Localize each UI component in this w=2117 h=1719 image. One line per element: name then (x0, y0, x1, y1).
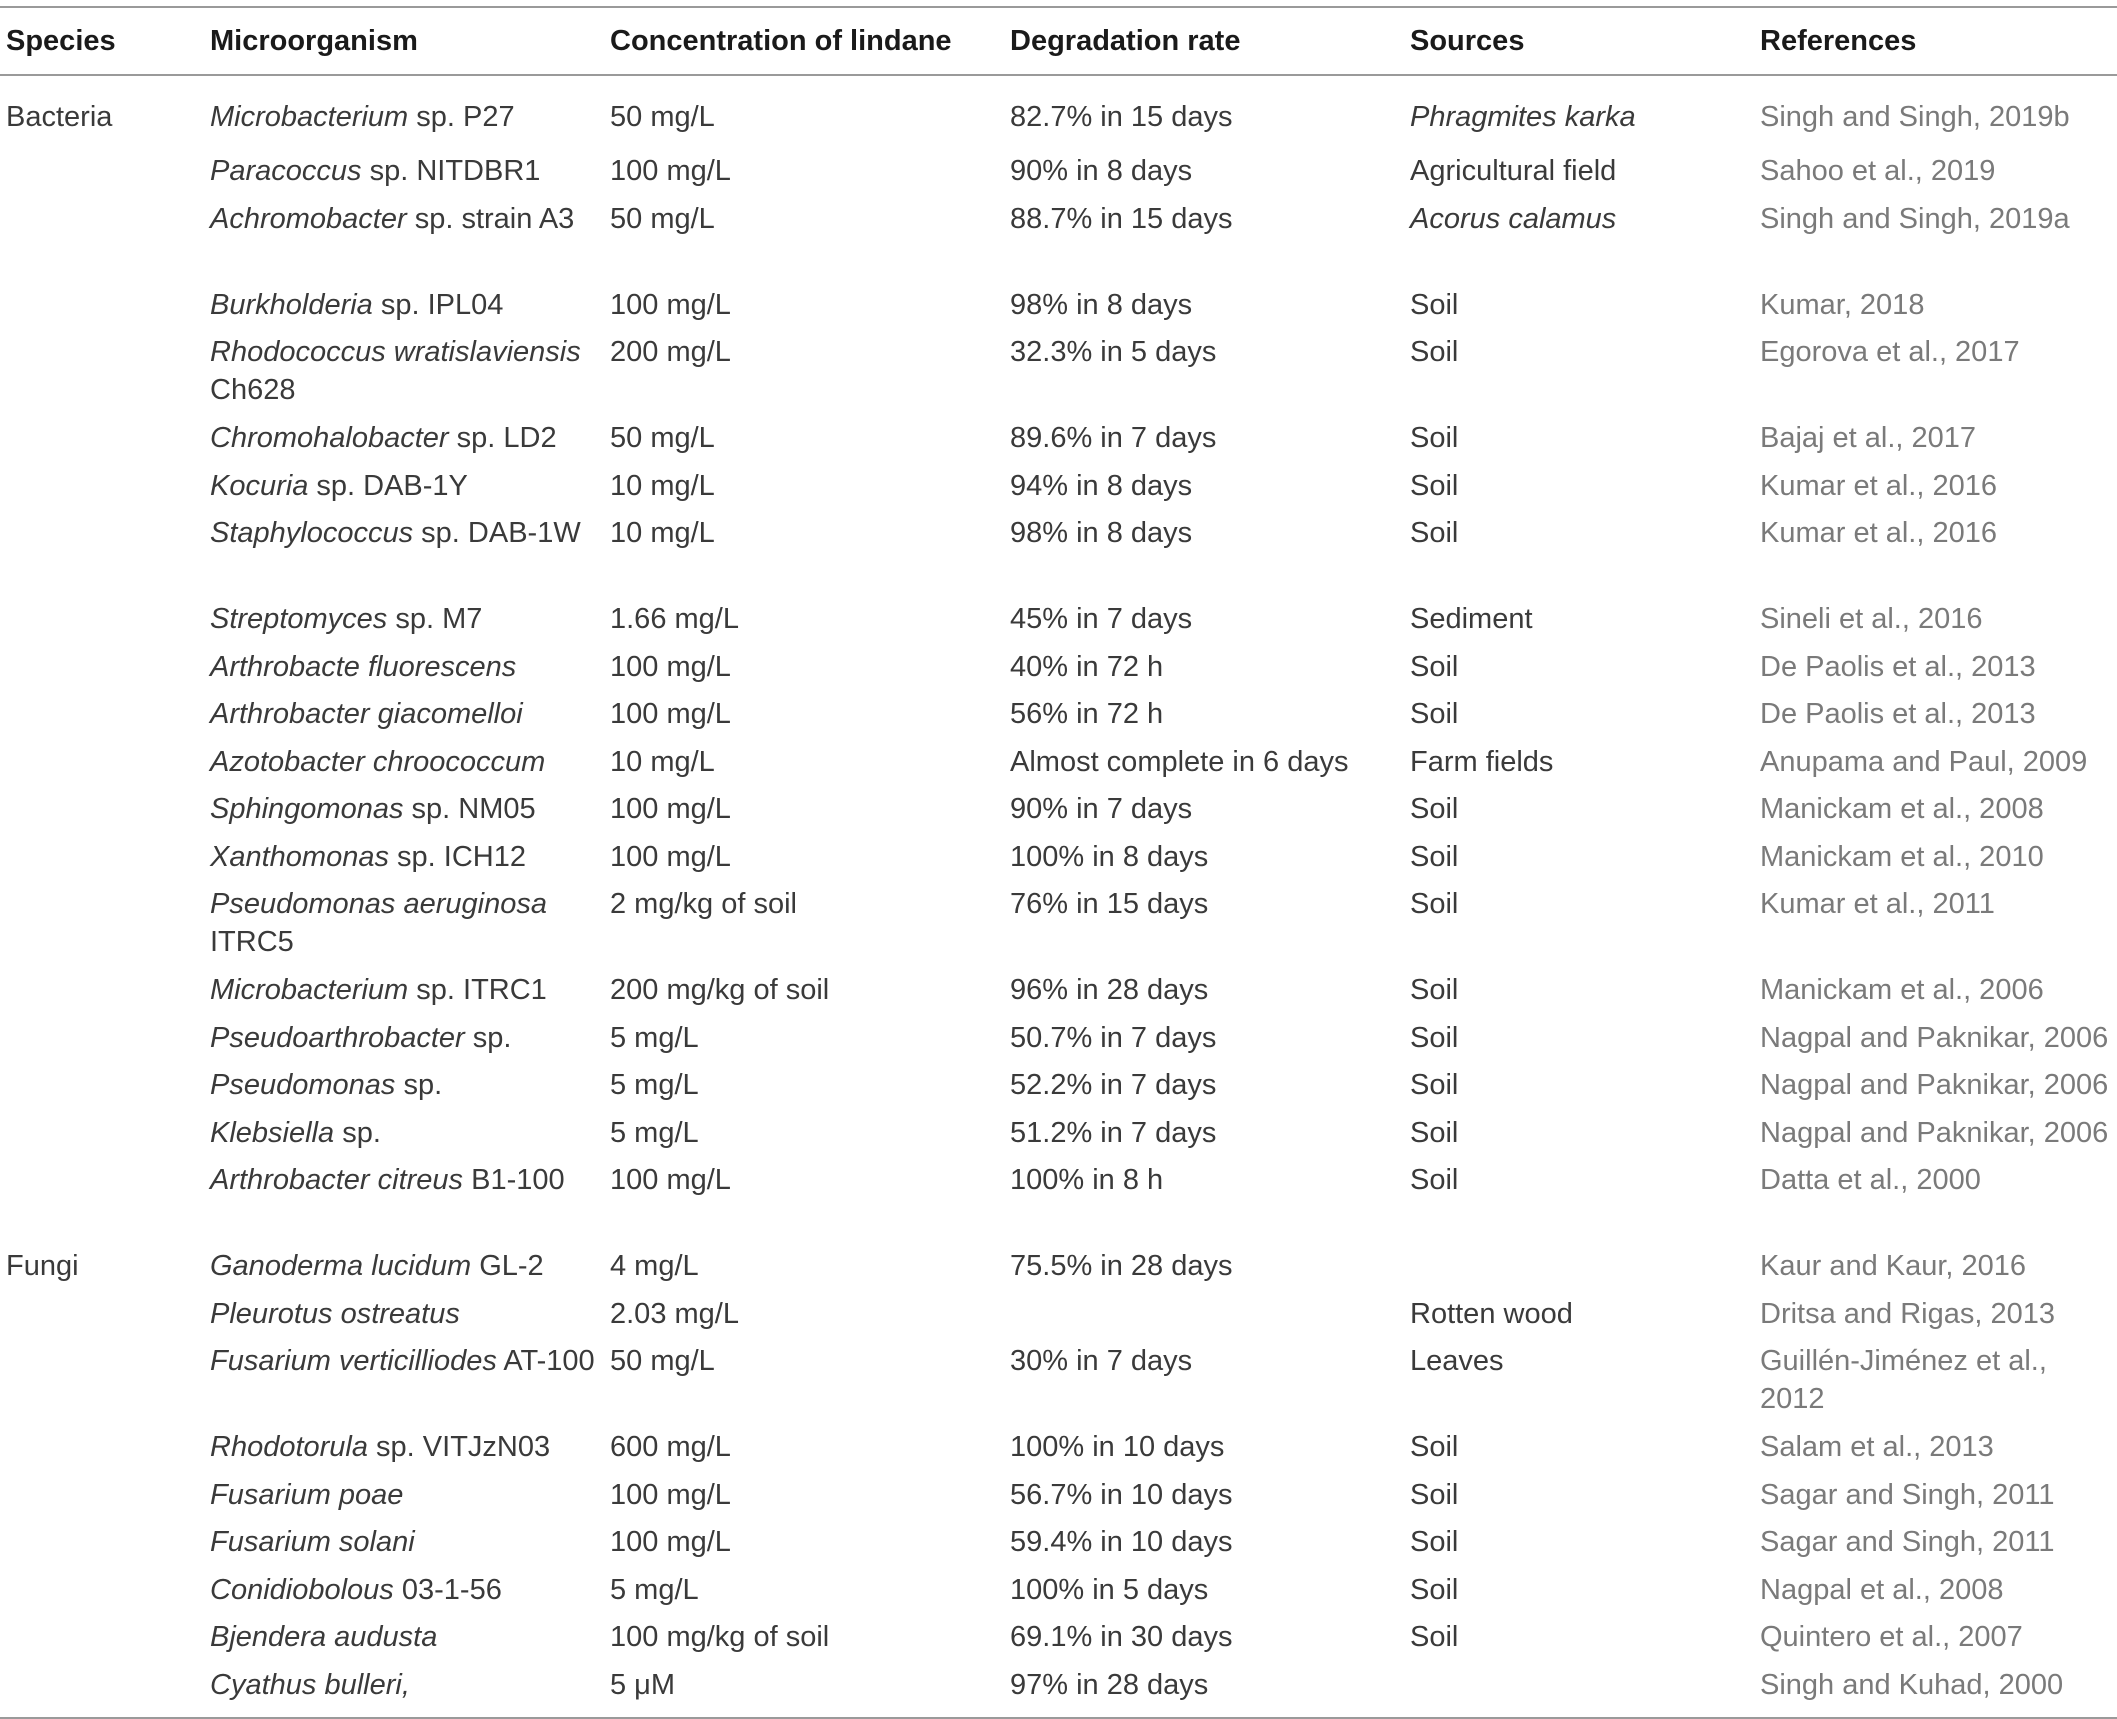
table-row (0, 1468, 2117, 1516)
table-row (0, 1610, 2117, 1658)
microorganism-genus: Ganoderma lucidum (210, 1250, 472, 1282)
microorganism-genus: Burkholderia (210, 288, 373, 321)
microorganism-genus: Streptomyces (210, 603, 388, 635)
microorganism-genus: Klebsiella (210, 1116, 335, 1149)
cell-reference: De Paolis et al., 2013 (1760, 698, 2036, 730)
cell-species: Bacteria (6, 101, 113, 133)
microorganism-genus: Arthrobacter giacomelloi (210, 698, 523, 730)
cell-species (0, 1468, 204, 1516)
cell-concentration: 100 mg/L (610, 793, 731, 825)
cell-species (0, 1011, 204, 1059)
table-row (0, 1658, 2117, 1718)
cell-microorganism (204, 1515, 604, 1563)
microorganism-strain: sp. LD2 (448, 422, 557, 454)
cell-degradation-rate: 45% in 7 days (1010, 603, 1193, 635)
cell-concentration: 10 mg/L (610, 469, 715, 502)
cell-source: Soil (1410, 840, 1459, 873)
cell-microorganism (204, 640, 604, 688)
cell-degradation-rate: 51.2% in 7 days (1010, 1116, 1217, 1149)
cell-species (0, 325, 204, 411)
cell-reference: Nagpal and Paknikar, 2006 (1760, 1116, 2109, 1149)
table-row (0, 592, 2117, 640)
microorganism-genus: Microbacterium (210, 974, 409, 1006)
cell-concentration: 2.03 mg/L (610, 1297, 739, 1330)
cell-source: Soil (1410, 1621, 1459, 1653)
cell-degradation-rate: 94% in 8 days (1010, 469, 1193, 502)
cell-source (1404, 1239, 1754, 1287)
header-concentration: Concentration of lindane (604, 7, 1004, 75)
cell-concentration: 50 mg/L (610, 422, 715, 454)
microorganism-strain: sp. NM05 (403, 793, 536, 825)
cell-source: Soil (1410, 888, 1459, 920)
table-row (0, 830, 2117, 878)
microorganism-genus: Conidiobolous (210, 1573, 394, 1606)
table-row (0, 144, 2117, 192)
cell-species: Fungi (6, 1250, 79, 1282)
microorganism-genus: Fusarium poae (210, 1478, 404, 1511)
cell-concentration: 1.66 mg/L (610, 603, 739, 635)
cell-species (0, 144, 204, 192)
cell-microorganism (204, 1106, 604, 1154)
header-microorganism: Microorganism (204, 7, 604, 75)
cell-microorganism (204, 830, 604, 878)
cell-reference: Singh and Singh, 2019b (1760, 101, 2070, 133)
microorganism-genus: Arthrobacte fluorescens (210, 650, 517, 683)
cell-degradation-rate: 50.7% in 7 days (1010, 1021, 1217, 1054)
header-sources: Sources (1404, 7, 1754, 75)
microorganism-genus: Bjendera audusta (210, 1621, 438, 1653)
cell-source: Soil (1410, 1021, 1459, 1054)
cell-concentration: 10 mg/L (610, 745, 715, 778)
table-row (0, 506, 2117, 592)
microorganism-genus: Azotobacter chroococcum (210, 745, 546, 778)
cell-microorganism (204, 1563, 604, 1611)
cell-concentration: 50 mg/L (610, 101, 715, 133)
cell-source: Soil (1410, 422, 1459, 454)
cell-reference: Kumar, 2018 (1760, 288, 1925, 321)
cell-reference: Nagpal et al., 2008 (1760, 1573, 2004, 1606)
header-degradation-rate: Degradation rate (1004, 7, 1404, 75)
cell-species (0, 963, 204, 1011)
cell-microorganism (204, 1058, 604, 1106)
cell-microorganism (204, 506, 604, 592)
microorganism-genus: Xanthomonas (210, 840, 389, 873)
cell-microorganism (204, 592, 604, 640)
cell-concentration: 50 mg/L (610, 1345, 715, 1377)
cell-microorganism (204, 877, 604, 963)
cell-degradation-rate: 56% in 72 h (1010, 698, 1164, 730)
microorganism-strain: sp. M7 (387, 603, 483, 635)
cell-concentration: 10 mg/L (610, 517, 715, 549)
table-row (0, 735, 2117, 783)
cell-source: Sediment (1410, 603, 1533, 635)
cell-microorganism (204, 144, 604, 192)
microorganism-genus: Chromohalobacter (210, 422, 449, 454)
cell-species (0, 1610, 204, 1658)
cell-reference: Kumar et al., 2011 (1760, 888, 1995, 920)
table-row (0, 1334, 2117, 1420)
cell-concentration: 5 μM (604, 1658, 1004, 1718)
cell-degradation-rate: 56.7% in 10 days (1010, 1478, 1233, 1511)
cell-species (0, 506, 204, 592)
table-row (0, 1239, 2117, 1287)
table-row (0, 459, 2117, 507)
cell-source: Soil (1410, 1116, 1459, 1149)
cell-microorganism (204, 325, 604, 411)
cell-degradation-rate: 98% in 8 days (1010, 517, 1193, 549)
table-row (0, 192, 2117, 278)
cell-reference: Singh and Kuhad, 2000 (1754, 1658, 2117, 1718)
microorganism-genus: Sphingomonas (210, 793, 404, 825)
microorganism-strain: sp. (395, 1069, 443, 1101)
microorganism-strain: sp. DAB-1Y (308, 469, 468, 502)
cell-reference: Quintero et al., 2007 (1760, 1621, 2023, 1653)
cell-reference: Salam et al., 2013 (1760, 1431, 1994, 1463)
cell-concentration: 100 mg/L (610, 155, 731, 187)
cell-reference: Manickam et al., 2010 (1760, 840, 2044, 873)
cell-microorganism (204, 1287, 604, 1335)
cell-reference: Sahoo et al., 2019 (1760, 155, 1996, 187)
cell-reference: Manickam et al., 2008 (1760, 793, 2044, 825)
cell-concentration: 50 mg/L (610, 202, 715, 235)
microorganism-genus: Kocuria (210, 469, 309, 502)
table-header (0, 7, 2117, 75)
microorganism-strain: sp. P27 (408, 101, 515, 133)
microorganism-genus: Fusarium verticilliodes (210, 1345, 497, 1377)
cell-microorganism (204, 1011, 604, 1059)
cell-source: Soil (1410, 1573, 1459, 1606)
cell-microorganism (204, 1153, 604, 1239)
cell-source: Rotten wood (1410, 1297, 1573, 1330)
cell-species (0, 592, 204, 640)
microorganism-strain: sp. ICH12 (388, 840, 526, 873)
microorganism-genus: Pleurotus ostreatus (210, 1297, 460, 1330)
cell-species (0, 877, 204, 963)
microorganism-strain: B1-100 (463, 1164, 565, 1196)
cell-microorganism (204, 459, 604, 507)
cell-species (0, 1287, 204, 1335)
cell-degradation-rate: 90% in 7 days (1010, 793, 1193, 825)
cell-degradation-rate: 32.3% in 5 days (1010, 336, 1217, 368)
header-row (0, 7, 2117, 75)
cell-degradation-rate: 100% in 8 h (1010, 1164, 1164, 1196)
table-row (0, 411, 2117, 459)
cell-degradation-rate: 89.6% in 7 days (1010, 422, 1217, 454)
table-row (0, 1153, 2117, 1239)
cell-microorganism (204, 1420, 604, 1468)
microorganism-genus: Rhodococcus wratislaviensis (210, 336, 581, 368)
table-body (0, 75, 2117, 1718)
cell-concentration: 100 mg/L (610, 840, 731, 873)
table-row (0, 1287, 2117, 1335)
table-row (0, 782, 2117, 830)
cell-source: Soil (1410, 1164, 1459, 1196)
microorganism-strain: sp. (334, 1116, 381, 1149)
cell-species (0, 830, 204, 878)
cell-microorganism (204, 1658, 604, 1718)
cell-microorganism (204, 1239, 604, 1287)
cell-concentration: 5 mg/L (610, 1069, 699, 1101)
header-species: Species (0, 7, 204, 75)
cell-species (0, 1058, 204, 1106)
cell-source: Soil (1410, 1431, 1459, 1463)
cell-reference: Kaur and Kaur, 2016 (1760, 1250, 2027, 1282)
cell-concentration: 200 mg/L (610, 336, 731, 368)
microorganism-genus: Staphylococcus (210, 517, 414, 549)
cell-source: Soil (1410, 1526, 1459, 1558)
cell-source: Leaves (1410, 1345, 1504, 1377)
microorganism-strain: sp. ITRC1 (408, 974, 547, 1006)
cell-degradation-rate: 96% in 28 days (1010, 974, 1209, 1006)
table-row (0, 1563, 2117, 1611)
cell-degradation-rate: 75.5% in 28 days (1010, 1250, 1233, 1282)
cell-source (1404, 1658, 1754, 1718)
microorganism-genus: Fusarium solani (210, 1526, 415, 1558)
cell-microorganism (204, 963, 604, 1011)
cell-concentration: 100 mg/L (610, 650, 731, 683)
cell-concentration: 4 mg/L (610, 1250, 699, 1282)
cell-reference: Dritsa and Rigas, 2013 (1760, 1297, 2055, 1330)
microorganism-strain: 03-1-56 (393, 1573, 502, 1606)
table-row (0, 1011, 2117, 1059)
cell-species (0, 735, 204, 783)
cell-reference: Nagpal and Paknikar, 2006 (1760, 1069, 2109, 1101)
cell-reference: Kumar et al., 2016 (1760, 469, 1997, 502)
microorganism-genus: Rhodotorula (210, 1431, 368, 1463)
microorganism-strain: sp. (464, 1021, 512, 1054)
cell-degradation-rate: 59.4% in 10 days (1010, 1526, 1233, 1558)
microorganism-strain: sp. VITJzN03 (368, 1431, 551, 1463)
cell-reference: Kumar et al., 2016 (1760, 517, 1997, 549)
cell-microorganism (204, 1610, 604, 1658)
cell-species (0, 1153, 204, 1239)
microorganism-strain: ITRC5 (210, 926, 294, 958)
cell-concentration: 600 mg/L (610, 1431, 731, 1463)
table-row (0, 325, 2117, 411)
cell-concentration: 100 mg/L (610, 288, 731, 321)
cell-degradation-rate: 52.2% in 7 days (1010, 1069, 1217, 1101)
cell-species (0, 411, 204, 459)
table-row (0, 1058, 2117, 1106)
cell-degradation-rate: Almost complete in 6 days (1010, 745, 1349, 778)
microorganism-genus: Paracoccus (210, 155, 362, 187)
cell-degradation-rate: 69.1% in 30 days (1010, 1621, 1233, 1653)
cell-reference: Datta et al., 2000 (1760, 1164, 1981, 1196)
lindane-degradation-table (0, 6, 2117, 1719)
microorganism-strain: sp. NITDBR1 (361, 155, 541, 187)
cell-reference: Singh and Singh, 2019a (1760, 202, 2070, 235)
cell-reference: De Paolis et al., 2013 (1760, 650, 2036, 683)
cell-microorganism (204, 278, 604, 326)
cell-source: Agricultural field (1410, 155, 1617, 187)
table-row (0, 1106, 2117, 1154)
cell-degradation-rate: 100% in 10 days (1010, 1431, 1225, 1463)
cell-degradation-rate: 97% in 28 days (1004, 1658, 1404, 1718)
cell-concentration: 5 mg/L (610, 1021, 699, 1054)
microorganism-strain: Ch628 (210, 374, 296, 406)
cell-species (0, 1334, 204, 1420)
cell-microorganism (204, 735, 604, 783)
cell-concentration: 100 mg/L (610, 1526, 731, 1558)
cell-source: Acorus calamus (1410, 202, 1617, 235)
microorganism-genus: Pseudomonas aeruginosa (210, 888, 547, 920)
microorganism-strain: sp. DAB-1W (413, 517, 581, 549)
cell-species (0, 1420, 204, 1468)
cell-concentration: 5 mg/L (610, 1573, 699, 1606)
cell-source: Soil (1410, 698, 1459, 730)
cell-degradation-rate: 98% in 8 days (1010, 288, 1193, 321)
cell-degradation-rate: 90% in 8 days (1010, 155, 1193, 187)
cell-source: Soil (1410, 650, 1459, 683)
table-row (0, 1420, 2117, 1468)
header-references: References (1754, 7, 2117, 75)
cell-microorganism (204, 1334, 604, 1420)
cell-degradation-rate: 30% in 7 days (1010, 1345, 1193, 1377)
cell-concentration: 100 mg/kg of soil (610, 1621, 830, 1653)
cell-microorganism (204, 75, 604, 144)
cell-reference: Sagar and Singh, 2011 (1760, 1526, 2055, 1558)
table-row (0, 687, 2117, 735)
microorganism-genus: Pseudomonas (210, 1069, 396, 1101)
cell-reference: Guillén-Jiménez et al., 2012 (1760, 1345, 2047, 1415)
cell-reference: Egorova et al., 2017 (1760, 336, 2020, 368)
table-row (0, 877, 2117, 963)
cell-degradation-rate: 40% in 72 h (1010, 650, 1164, 683)
cell-concentration: 200 mg/kg of soil (610, 974, 830, 1006)
cell-microorganism (204, 687, 604, 735)
cell-source: Phragmites karka (1410, 101, 1636, 133)
cell-reference: Anupama and Paul, 2009 (1760, 745, 2088, 778)
cell-species (0, 782, 204, 830)
table-row (0, 75, 2117, 144)
cell-species (0, 1106, 204, 1154)
cell-degradation-rate: 100% in 8 days (1010, 840, 1209, 873)
cell-microorganism (204, 782, 604, 830)
cell-species (0, 687, 204, 735)
cell-species (0, 1658, 204, 1718)
cell-reference: Bajaj et al., 2017 (1760, 422, 1977, 454)
cell-source: Soil (1410, 517, 1459, 549)
cell-species (0, 640, 204, 688)
cell-reference: Nagpal and Paknikar, 2006 (1760, 1021, 2109, 1054)
cell-source: Soil (1410, 1069, 1459, 1101)
cell-species (0, 1515, 204, 1563)
cell-species (0, 459, 204, 507)
cell-reference: Manickam et al., 2006 (1760, 974, 2044, 1006)
cell-degradation-rate: 76% in 15 days (1010, 888, 1209, 920)
microorganism-strain: sp. strain A3 (406, 202, 575, 235)
cell-microorganism (204, 192, 604, 278)
cell-source: Farm fields (1410, 745, 1554, 778)
microorganism-genus: Cyathus bulleri, (210, 1668, 410, 1701)
cell-source: Soil (1410, 288, 1459, 321)
cell-species (0, 1563, 204, 1611)
cell-concentration: 2 mg/kg of soil (610, 888, 797, 920)
cell-reference: Sagar and Singh, 2011 (1760, 1478, 2055, 1511)
cell-degradation-rate (1004, 1287, 1404, 1335)
microorganism-genus: Microbacterium (210, 101, 409, 133)
microorganism-genus: Pseudoarthrobacter (210, 1021, 465, 1054)
microorganism-strain: GL-2 (471, 1250, 544, 1282)
cell-species (0, 278, 204, 326)
cell-concentration: 5 mg/L (610, 1116, 699, 1149)
cell-source: Soil (1410, 974, 1459, 1006)
cell-microorganism (204, 411, 604, 459)
cell-degradation-rate: 82.7% in 15 days (1010, 101, 1233, 133)
microorganism-strain: AT-100 (496, 1345, 595, 1377)
cell-source: Soil (1410, 793, 1459, 825)
cell-concentration: 100 mg/L (610, 1478, 731, 1511)
cell-concentration: 100 mg/L (610, 698, 731, 730)
microorganism-genus: Arthrobacter citreus (210, 1164, 464, 1196)
table-row (0, 963, 2117, 1011)
cell-species (0, 192, 204, 278)
cell-concentration: 100 mg/L (610, 1164, 731, 1196)
cell-reference: Sineli et al., 2016 (1760, 603, 1983, 635)
table-row (0, 640, 2117, 688)
microorganism-strain: sp. IPL04 (372, 288, 504, 321)
table-row (0, 1515, 2117, 1563)
cell-microorganism (204, 1468, 604, 1516)
cell-degradation-rate: 88.7% in 15 days (1010, 202, 1233, 235)
cell-source: Soil (1410, 336, 1459, 368)
cell-degradation-rate: 100% in 5 days (1010, 1573, 1209, 1606)
table-row (0, 278, 2117, 326)
cell-source: Soil (1410, 469, 1459, 502)
microorganism-genus: Achromobacter (210, 202, 407, 235)
cell-source: Soil (1410, 1478, 1459, 1511)
